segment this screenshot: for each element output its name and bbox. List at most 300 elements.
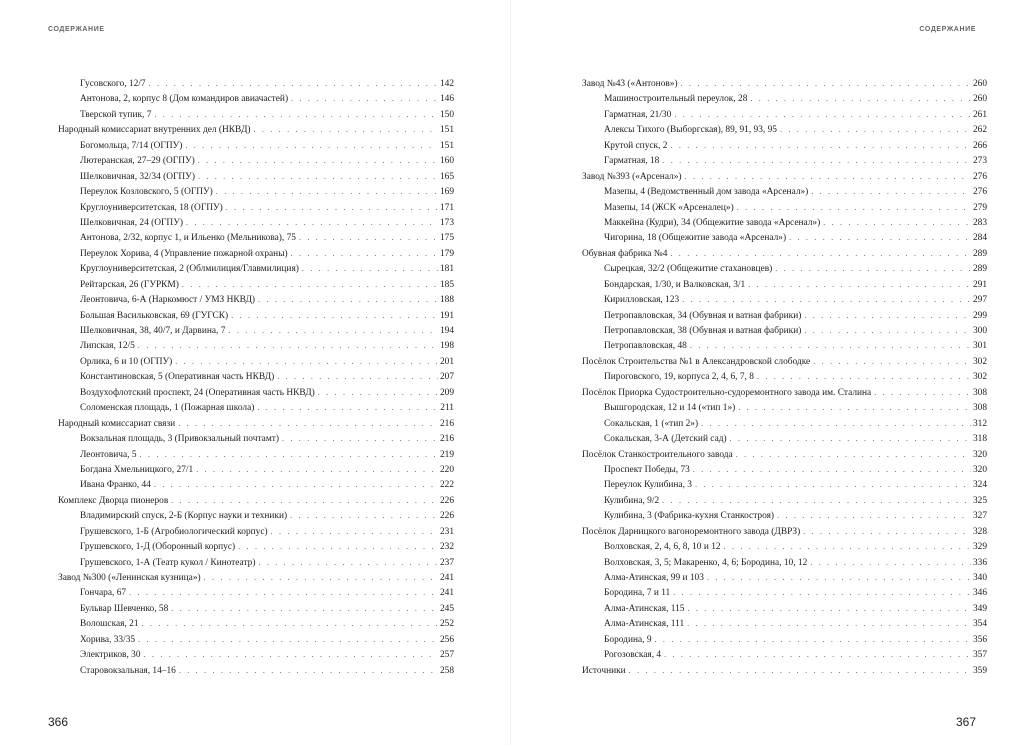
toc-entry-title: Переулок Хорива, 4 (Управление пожарной охраны) bbox=[80, 248, 288, 259]
toc-entry bbox=[58, 663, 454, 678]
toc-entry-page-number: 209 bbox=[439, 387, 454, 398]
dot-leader bbox=[178, 416, 438, 431]
toc-entry-title: Владимирский спуск, 2-Б (Корпус науки и техники) bbox=[80, 511, 288, 522]
toc-entry-title: Богомольца, 7/14 (ОГПУ) bbox=[80, 140, 183, 151]
toc-entry bbox=[58, 539, 454, 554]
dot-leader bbox=[804, 308, 971, 323]
dot-leader bbox=[750, 91, 971, 106]
toc-entry-page-number: 276 bbox=[972, 171, 987, 182]
toc-entry-page-number: 252 bbox=[439, 619, 454, 630]
toc-entry-page-number: 359 bbox=[972, 665, 987, 676]
dot-leader bbox=[673, 585, 971, 600]
toc-entry-title: Народный комиссариат связи bbox=[58, 418, 176, 429]
dot-leader bbox=[216, 184, 438, 199]
toc-entry bbox=[582, 416, 987, 431]
toc-entry-page-number: 308 bbox=[972, 387, 987, 398]
toc-entry bbox=[58, 200, 454, 215]
dot-leader bbox=[231, 308, 438, 323]
toc-entry-title: Петропавловская, 48 bbox=[604, 341, 687, 352]
toc-entry-title: Бондарская, 1/30, и Валковская, 3/1 bbox=[604, 279, 746, 290]
dot-leader bbox=[685, 169, 971, 184]
dot-leader bbox=[291, 246, 438, 261]
toc-entry-title: Леонтовича, 5 bbox=[80, 449, 137, 460]
toc-entry-page-number: 175 bbox=[439, 233, 454, 244]
dot-leader bbox=[144, 647, 438, 662]
toc-entry bbox=[582, 138, 987, 153]
dot-leader bbox=[253, 122, 437, 137]
dot-leader bbox=[690, 338, 971, 353]
toc-entry-title: Кулибина, 3 (Фабрика-кухня Станкостроя) bbox=[604, 511, 775, 522]
toc-entry-title: Шелковичная, 38, 40/7, и Дарвина, 7 bbox=[80, 326, 226, 336]
toc-entry bbox=[58, 261, 454, 276]
toc-entry bbox=[58, 462, 454, 477]
toc-entry-title: Машиностроительный переулок, 28 bbox=[604, 94, 748, 105]
toc-entry bbox=[58, 308, 454, 323]
dot-leader bbox=[780, 122, 971, 137]
dot-leader bbox=[736, 447, 971, 462]
toc-entry-title: Вокзальная площадь, 3 (Привокзальный почтамт) bbox=[80, 434, 279, 445]
toc-entry-page-number: 216 bbox=[439, 434, 454, 445]
toc-entry-title: Леонтовича, 6-А (Наркомюст / УМЗ НКВД) bbox=[80, 295, 256, 306]
toc-section-entry bbox=[582, 246, 987, 261]
toc-entry bbox=[582, 601, 987, 616]
page-number: 366 bbox=[48, 715, 69, 729]
toc-entry-title: Источники bbox=[582, 665, 626, 676]
toc-entry bbox=[58, 153, 454, 168]
dot-leader bbox=[664, 647, 971, 662]
toc-entry bbox=[582, 261, 987, 276]
toc-entry-title: Воздухофлотский проспект, 24 (Оперативная часть НКВД) bbox=[80, 387, 315, 398]
toc-list bbox=[582, 76, 987, 678]
running-head: СОДЕРЖАНИЕ bbox=[919, 26, 976, 33]
toc-entry-title: Сокальская, 3-А (Детский сад) bbox=[604, 434, 727, 445]
toc-entry-title: Петропавловская, 34 (Обувная и ватная фабрики) bbox=[604, 310, 802, 321]
toc-entry-page-number: 171 bbox=[439, 202, 454, 213]
toc-entry-title: Петропавловская, 38 (Обувная и ватная фабрики) bbox=[604, 326, 802, 336]
toc-entry-page-number: 260 bbox=[972, 94, 987, 105]
toc-section-entry bbox=[582, 169, 987, 184]
toc-entry-title: Завод №393 («Арсенал») bbox=[582, 171, 682, 182]
toc-entry-page-number: 181 bbox=[439, 264, 454, 275]
toc-entry-title: Обувная фабрика №4 bbox=[582, 248, 668, 259]
toc-entry-title: Липская, 12/5 bbox=[80, 341, 135, 352]
toc-entry-page-number: 237 bbox=[439, 557, 454, 568]
toc-entry-page-number: 357 bbox=[972, 650, 987, 661]
toc-entry bbox=[58, 431, 454, 446]
toc-entry bbox=[58, 230, 454, 245]
toc-entry bbox=[58, 246, 454, 261]
dot-leader bbox=[175, 354, 438, 369]
toc-entry-title: Лютеранская, 27–29 (ОГПУ) bbox=[80, 156, 195, 167]
toc-entry bbox=[58, 555, 454, 570]
toc-entry-page-number: 188 bbox=[439, 295, 454, 306]
toc-entry bbox=[58, 323, 454, 338]
toc-entry-title: Волховская, 3, 5; Макаренко, 4, 6; Бородина, 10, 12 bbox=[604, 557, 808, 568]
toc-entry-page-number: 320 bbox=[972, 449, 987, 460]
dot-leader bbox=[129, 585, 438, 600]
toc-entry-page-number: 279 bbox=[972, 202, 987, 213]
toc-entry-title: Большая Васильковская, 69 (ГУГСК) bbox=[80, 310, 229, 321]
toc-entry-title: Кирилловская, 123 bbox=[604, 295, 680, 306]
toc-entry-title: Сырецкая, 32/2 (Общежитие стахановцев) bbox=[604, 264, 773, 275]
toc-entry bbox=[58, 292, 454, 307]
dot-leader bbox=[154, 107, 438, 122]
toc-entry bbox=[582, 338, 987, 353]
toc-entry-page-number: 194 bbox=[439, 326, 454, 336]
toc-entry bbox=[58, 508, 454, 523]
toc-entry bbox=[582, 570, 987, 585]
toc-entry-title: Гончара, 67 bbox=[80, 588, 127, 599]
dot-leader bbox=[687, 601, 970, 616]
toc-entry bbox=[582, 91, 987, 106]
toc-entry bbox=[582, 539, 987, 554]
toc-entry bbox=[582, 200, 987, 215]
dot-leader bbox=[681, 76, 971, 91]
toc-section-entry bbox=[582, 385, 987, 400]
toc-entry-title: Круглоуниверситетская, 18 (ОГПУ) bbox=[80, 202, 223, 213]
toc-entry-page-number: 261 bbox=[972, 109, 987, 120]
toc-entry bbox=[582, 431, 987, 446]
dot-leader bbox=[291, 91, 438, 106]
toc-entry-title: Народный комиссариат внутренних дел (НКВД) bbox=[58, 125, 251, 136]
toc-entry-title: Крутой спуск, 2 bbox=[604, 140, 668, 151]
toc-entry bbox=[58, 616, 454, 631]
toc-entry-page-number: 231 bbox=[439, 526, 454, 537]
toc-entry-page-number: 346 bbox=[972, 588, 987, 599]
dot-leader bbox=[789, 230, 971, 245]
dot-leader bbox=[182, 277, 438, 292]
dot-leader bbox=[149, 76, 438, 91]
toc-entry-page-number: 273 bbox=[972, 156, 987, 167]
toc-entry-page-number: 354 bbox=[972, 619, 987, 630]
toc-entry bbox=[58, 91, 454, 106]
toc-entry bbox=[58, 447, 454, 462]
toc-entry bbox=[582, 369, 987, 384]
toc-entry bbox=[582, 555, 987, 570]
dot-leader bbox=[748, 277, 971, 292]
toc-entry-title: Сокальская, 1 («тип 2») bbox=[604, 418, 699, 429]
dot-leader bbox=[299, 230, 438, 245]
toc-entry-title: Ивана Франко, 44 bbox=[80, 480, 151, 491]
toc-entry-page-number: 299 bbox=[972, 310, 987, 321]
toc-entry-title: Посёлок Станкостроительного завода bbox=[582, 449, 733, 460]
toc-entry-page-number: 284 bbox=[972, 233, 987, 244]
toc-entry-title: Грушевского, 1-Б (Агробиологический корпус) bbox=[80, 526, 268, 537]
toc-entry bbox=[58, 400, 454, 415]
dot-leader bbox=[670, 138, 970, 153]
toc-entry-page-number: 151 bbox=[439, 125, 454, 136]
dot-leader bbox=[737, 200, 971, 215]
toc-entry-page-number: 329 bbox=[972, 542, 987, 553]
page-number: 367 bbox=[955, 715, 976, 729]
dot-leader bbox=[687, 616, 971, 631]
toc-section-entry bbox=[582, 524, 987, 539]
dot-leader bbox=[874, 385, 971, 400]
toc-entry bbox=[582, 184, 987, 199]
toc-entry-page-number: 160 bbox=[439, 156, 454, 167]
dot-leader bbox=[196, 462, 438, 477]
toc-section-entry bbox=[58, 493, 454, 508]
dot-leader bbox=[282, 431, 438, 446]
toc-entry-page-number: 185 bbox=[439, 279, 454, 290]
toc-entry-page-number: 219 bbox=[439, 449, 454, 460]
toc-entry-title: Хорива, 33/35 bbox=[80, 634, 136, 645]
dot-leader bbox=[738, 400, 971, 415]
toc-entry-title: Чигорина, 18 (Общежитие завода «Арсенал») bbox=[604, 233, 787, 244]
dot-leader bbox=[185, 138, 438, 153]
toc-entry-title: Электриков, 30 bbox=[80, 650, 141, 661]
toc-entry bbox=[582, 508, 987, 523]
toc-entry bbox=[582, 122, 987, 137]
dot-leader bbox=[318, 385, 438, 400]
toc-entry-page-number: 325 bbox=[972, 495, 987, 506]
toc-entry bbox=[58, 369, 454, 384]
toc-entry-page-number: 289 bbox=[972, 264, 987, 275]
dot-leader bbox=[775, 261, 971, 276]
dot-leader bbox=[655, 632, 971, 647]
toc-entry bbox=[58, 277, 454, 292]
toc-entry bbox=[582, 647, 987, 662]
toc-section-entry bbox=[58, 570, 454, 585]
toc-entry-title: Константиновская, 5 (Оперативная часть НКВД) bbox=[80, 372, 275, 383]
toc-entry-page-number: 191 bbox=[439, 310, 454, 321]
dot-leader bbox=[662, 153, 971, 168]
toc-entry bbox=[582, 215, 987, 230]
toc-entry-title: Антонова, 2/32, корпус 1, и Ильенко (Мельникова), 75 bbox=[80, 233, 296, 244]
toc-entry-title: Волховская, 2, 4, 6, 8, 10 и 12 bbox=[604, 542, 721, 553]
dot-leader bbox=[302, 261, 438, 276]
toc-entry-page-number: 302 bbox=[972, 372, 987, 383]
toc-entry-title: Алексы Тихого (Выборгская), 89, 91, 93, 95 bbox=[604, 125, 777, 136]
toc-entry-title: Переулок Козловского, 5 (ОГПУ) bbox=[80, 187, 213, 198]
toc-entry-title: Алма-Атинская, 99 и 103 bbox=[604, 573, 704, 583]
toc-entry-page-number: 312 bbox=[972, 418, 987, 429]
toc-entry bbox=[58, 138, 454, 153]
toc-entry-title: Вышгородская, 12 и 14 («тип 1») bbox=[604, 403, 736, 414]
toc-entry-page-number: 336 bbox=[972, 557, 987, 568]
dot-leader bbox=[277, 369, 438, 384]
toc-entry-title: Гарматная, 21/30 bbox=[604, 109, 672, 120]
dot-leader bbox=[707, 570, 971, 585]
toc-entry-title: Гарматная, 18 bbox=[604, 156, 660, 167]
toc-entry bbox=[58, 184, 454, 199]
toc-entry bbox=[582, 477, 987, 492]
right-page bbox=[511, 0, 1022, 745]
toc-entry-page-number: 291 bbox=[972, 279, 987, 290]
dot-leader bbox=[204, 570, 438, 585]
toc-entry-title: Бульвар Шевченко, 58 bbox=[80, 603, 169, 614]
dot-leader bbox=[701, 416, 971, 431]
toc-entry bbox=[58, 215, 454, 230]
toc-entry-title: Соломенская площадь, 1 (Пожарная школа) bbox=[80, 403, 255, 414]
dot-leader bbox=[693, 462, 971, 477]
toc-entry bbox=[58, 524, 454, 539]
toc-entry-page-number: 232 bbox=[439, 542, 454, 553]
toc-entry-page-number: 283 bbox=[972, 217, 987, 228]
dot-leader bbox=[258, 292, 438, 307]
toc-entry-title: Грушевского, 1-Д (Оборонный корпус) bbox=[80, 542, 236, 553]
toc-entry bbox=[582, 230, 987, 245]
toc-entry-title: Антонова, 2, корпус 8 (Дом командиров авиачастей) bbox=[80, 94, 289, 105]
toc-entry-page-number: 340 bbox=[972, 573, 987, 583]
dot-leader bbox=[662, 493, 971, 508]
toc-entry bbox=[582, 400, 987, 415]
toc-entry-title: Старовокзальная, 14–16 bbox=[80, 665, 176, 676]
toc-entry-title: Рейтарская, 26 (ГУРКМ) bbox=[80, 279, 179, 290]
toc-entry bbox=[582, 292, 987, 307]
dot-leader bbox=[823, 215, 971, 230]
toc-entry-page-number: 201 bbox=[439, 356, 454, 367]
toc-entry-title: Посёлок Строительства №1 в Александровской слободке bbox=[582, 356, 811, 367]
toc-entry bbox=[582, 632, 987, 647]
toc-entry-page-number: 257 bbox=[439, 650, 454, 661]
toc-entry-title: Шелковичная, 32/34 (ОГПУ) bbox=[80, 171, 195, 182]
dot-leader bbox=[724, 539, 971, 554]
toc-entry-page-number: 207 bbox=[439, 372, 454, 383]
toc-entry-page-number: 226 bbox=[439, 511, 454, 522]
toc-entry-title: Завод №43 («Антонов») bbox=[582, 79, 678, 89]
toc-entry-page-number: 318 bbox=[972, 434, 987, 445]
toc-entry-page-number: 198 bbox=[439, 341, 454, 352]
toc-entry-title: Мазепы, 14 (ЖСК «Арсеналец») bbox=[604, 202, 734, 213]
toc-entry-page-number: 308 bbox=[972, 403, 987, 414]
dot-leader bbox=[228, 323, 438, 338]
toc-entry-title: Богдана Хмельницкого, 27/1 bbox=[80, 464, 194, 475]
toc-entry bbox=[582, 616, 987, 631]
toc-entry-page-number: 301 bbox=[972, 341, 987, 352]
toc-entry bbox=[58, 385, 454, 400]
toc-entry-title: Бородина, 9 bbox=[604, 634, 652, 645]
toc-entry-page-number: 245 bbox=[439, 603, 454, 614]
toc-entry-page-number: 216 bbox=[439, 418, 454, 429]
toc-entry-title: Проспект Победы, 73 bbox=[604, 464, 690, 475]
dot-leader bbox=[670, 246, 971, 261]
dot-leader bbox=[238, 539, 438, 554]
toc-entry-title: Орлика, 6 и 10 (ОГПУ) bbox=[80, 356, 173, 367]
dot-leader bbox=[179, 663, 438, 678]
toc-entry-page-number: 320 bbox=[972, 464, 987, 475]
toc-entry-title: Кулибина, 9/2 bbox=[604, 495, 660, 506]
toc-entry-page-number: 300 bbox=[972, 326, 987, 336]
dot-leader bbox=[138, 632, 438, 647]
dot-leader bbox=[804, 323, 971, 338]
toc-entry-title: Бородина, 7 и 11 bbox=[604, 588, 671, 599]
toc-section-entry bbox=[58, 122, 454, 137]
dot-leader bbox=[186, 215, 438, 230]
toc-entry-page-number: 256 bbox=[439, 634, 454, 645]
toc-entry-title: Тверской тупик, 7 bbox=[80, 109, 152, 120]
dot-leader bbox=[813, 354, 971, 369]
toc-entry bbox=[58, 107, 454, 122]
toc-entry-title: Мазепы, 4 (Ведомственный дом завода «Арсенал») bbox=[604, 187, 809, 198]
toc-entry bbox=[58, 477, 454, 492]
toc-entry-page-number: 260 bbox=[972, 79, 987, 89]
toc-entry-page-number: 297 bbox=[972, 295, 987, 306]
toc-entry-page-number: 241 bbox=[439, 573, 454, 583]
toc-entry-title: Рогозовская, 4 bbox=[604, 650, 662, 661]
toc-entry-page-number: 258 bbox=[439, 665, 454, 676]
toc-entry-title: Переулок Кулибина, 3 bbox=[604, 480, 692, 491]
toc-entry-title: Комплекс Дворца пионеров bbox=[58, 495, 169, 506]
toc-entry bbox=[582, 153, 987, 168]
dot-leader bbox=[682, 292, 971, 307]
toc-entry bbox=[582, 107, 987, 122]
dot-leader bbox=[140, 447, 438, 462]
dot-leader bbox=[777, 508, 971, 523]
toc-entry-page-number: 146 bbox=[439, 94, 454, 105]
toc-entry bbox=[58, 585, 454, 600]
toc-entry-page-number: 327 bbox=[972, 511, 987, 522]
toc-entry-title: Алма-Атинская, 111 bbox=[604, 619, 685, 630]
dot-leader bbox=[198, 169, 438, 184]
toc-entry-page-number: 165 bbox=[439, 171, 454, 182]
toc-section-entry bbox=[582, 663, 987, 678]
dot-leader bbox=[138, 338, 438, 353]
toc-section-entry bbox=[582, 447, 987, 462]
toc-entry bbox=[58, 338, 454, 353]
toc-entry bbox=[582, 462, 987, 477]
dot-leader bbox=[810, 555, 971, 570]
toc-entry-title: Шелковичная, 24 (ОГПУ) bbox=[80, 217, 183, 228]
toc-entry-title: Грушевского, 1-А (Театр кукол / Кинотеатр) bbox=[80, 557, 256, 568]
toc-entry-page-number: 142 bbox=[439, 79, 454, 89]
toc-entry-title: Завод №300 («Ленинская кузница») bbox=[58, 573, 201, 583]
toc-entry-title: Пироговского, 19, корпуса 2, 4, 6, 7, 8 bbox=[604, 372, 754, 383]
toc-entry bbox=[58, 169, 454, 184]
toc-entry-page-number: 276 bbox=[972, 187, 987, 198]
toc-entry-page-number: 241 bbox=[439, 588, 454, 599]
dot-leader bbox=[257, 400, 438, 415]
toc-entry-title: Посёлок Приорка Судостроительно-судоремонтного завода им. Сталина bbox=[582, 387, 872, 398]
dot-leader bbox=[171, 493, 438, 508]
toc-entry-page-number: 302 bbox=[972, 356, 987, 367]
toc-entry-page-number: 211 bbox=[440, 403, 454, 414]
dot-leader bbox=[271, 524, 438, 539]
toc-entry-page-number: 173 bbox=[439, 217, 454, 228]
toc-entry-page-number: 356 bbox=[972, 634, 987, 645]
dot-leader bbox=[695, 477, 971, 492]
toc-entry-title: Волошская, 21 bbox=[80, 619, 139, 630]
toc-entry-page-number: 324 bbox=[972, 480, 987, 491]
toc-entry-title: Гусовского, 12/7 bbox=[80, 79, 146, 89]
toc-entry bbox=[582, 308, 987, 323]
toc-entry-page-number: 222 bbox=[439, 480, 454, 491]
running-head: СОДЕРЖАНИЕ bbox=[48, 26, 105, 33]
toc-entry-page-number: 151 bbox=[439, 140, 454, 151]
toc-entry bbox=[58, 76, 454, 91]
dot-leader bbox=[290, 508, 438, 523]
toc-entry-page-number: 262 bbox=[972, 125, 987, 136]
toc-entry bbox=[58, 601, 454, 616]
toc-entry-title: Посёлок Дарницкого вагоноремонтного завода (ДВРЗ) bbox=[582, 526, 801, 537]
toc-entry-page-number: 179 bbox=[439, 248, 454, 259]
toc-list bbox=[58, 76, 454, 678]
toc-entry bbox=[582, 585, 987, 600]
dot-leader bbox=[803, 524, 971, 539]
dot-leader bbox=[226, 200, 438, 215]
dot-leader bbox=[730, 431, 971, 446]
dot-leader bbox=[757, 369, 971, 384]
toc-entry-page-number: 349 bbox=[972, 603, 987, 614]
toc-entry bbox=[582, 277, 987, 292]
toc-entry-page-number: 150 bbox=[439, 109, 454, 120]
toc-entry bbox=[58, 647, 454, 662]
dot-leader bbox=[629, 663, 971, 678]
dot-leader bbox=[154, 477, 438, 492]
toc-entry bbox=[58, 354, 454, 369]
dot-leader bbox=[171, 601, 438, 616]
toc-entry-title: Маккейна (Кудри), 34 (Общежитие завода «Арсенал») bbox=[604, 217, 821, 228]
